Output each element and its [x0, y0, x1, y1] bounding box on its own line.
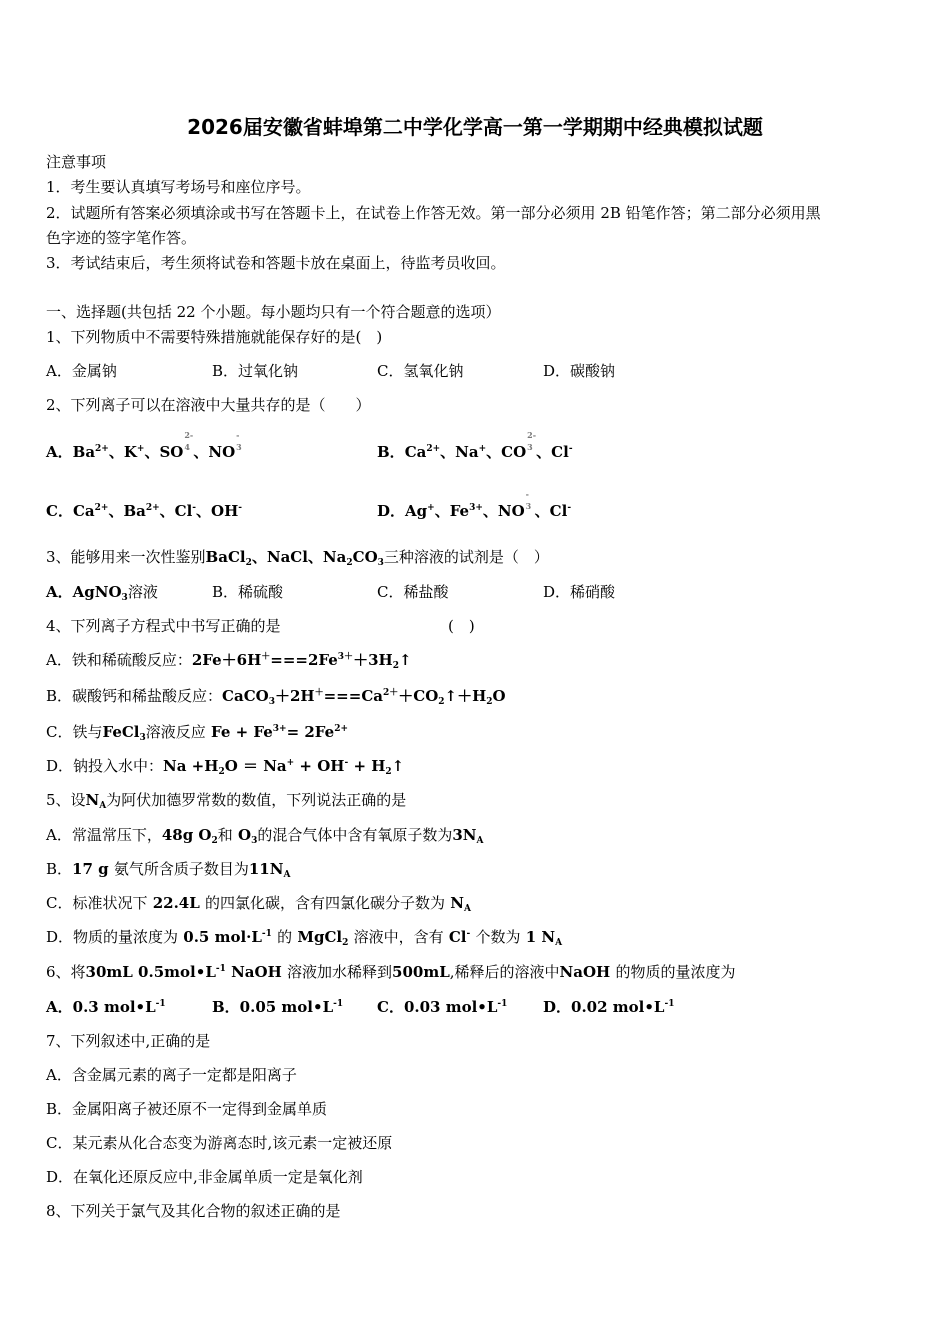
q5-option-b: B．17 g 氨气所含质子数目为$11N_A$ — [46, 860, 291, 880]
question-5-stem: 5、设$N_A$为阿伏加德罗常数的数值，下列说法正确的是 — [46, 791, 407, 811]
notice-item: 色字迹的签字笔作答。 — [46, 229, 197, 247]
q6-option-c: C．0.03 $mol•L^{-1}$ — [377, 998, 508, 1016]
q6-option-a: A．0.3 $mol•L^{-1}$ — [46, 998, 166, 1016]
option-label: D． — [377, 502, 406, 520]
q4-option-b: B．碳酸钙和稀盐酸反应：$CaCO_3+2H^+===Ca^{2+}+CO_2↑+H_2O$ — [46, 687, 506, 707]
notice-heading: 注意事项 — [46, 153, 107, 171]
q2-option-d: D．Ag+、$Fe^{3+}$、NO - 3 、Cl- — [377, 489, 572, 520]
q3-option-d: D．稀硝酸 — [543, 583, 616, 601]
q4-option-d: D．钠投入水中：$Na +H_2O = Na^+ + OH^-$ + $H_2↑$ — [46, 757, 405, 777]
q5-option-d: D．物质的量浓度为 0.5 $mol\cdot L^{-1}$ 的 MgCl$_2$ 溶液中，含有 Cl- 个数为 1 $N_A$ — [46, 928, 563, 948]
q7-option-d: D．在氧化还原反应中,非金属单质一定是氧化剂 — [46, 1168, 363, 1186]
question-6-stem: 6、将30mL $0.5mol•L^{-1}$ NaOH 溶液加水稀释到500mL,稀释后的溶液中NaOH 的物质的量浓度为 — [46, 963, 736, 981]
q7-option-b: B．金属阳离子被还原不一定得到金属单质 — [46, 1100, 328, 1118]
q1-option-b: B．过氧化钠 — [212, 362, 299, 380]
q2-option-c: C．$Ca^{2+}$、$Ba^{2+}$、Cl-、OH- — [46, 502, 243, 520]
question-1-stem: 1、下列物质中不需要特殊措施就能保存好的是( ) — [46, 328, 383, 346]
q4-option-a: A．铁和稀硫酸反应：$2Fe+6H^+===2Fe^{3+}+3H_2↑$ — [46, 651, 412, 671]
question-3-stem: 3、能够用来一次性鉴别BaCl$_2$、NaCl、$Na_2CO_3$三种溶液的试剂是（ ） — [46, 548, 549, 568]
page-title: 2026届安徽省蚌埠第二中学化学高一第一学期期中经典模拟试题 — [187, 115, 763, 139]
q6-option-d: D．0.02 $mol•L^{-1}$ — [543, 998, 675, 1016]
q3-option-b: B．稀硫酸 — [212, 583, 284, 601]
q1-option-d: D．碳酸钠 — [543, 362, 616, 380]
option-label: C． — [46, 502, 73, 520]
section-heading: 一、选择题(共包括 22 个小题。每小题均只有一个符合题意的选项） — [46, 303, 501, 321]
notice-item: 2．试题所有答案必须填涂或书写在答题卡上，在试卷上作答无效。第一部分必须用 2B 铅笔作答；第二部分必须用黑 — [46, 204, 821, 222]
q4-answer-paren: ( ) — [448, 617, 475, 635]
question-4-stem: 4、下列离子方程式中书写正确的是 — [46, 617, 281, 635]
q3-option-a: A．AgNO$_3$溶液 — [46, 583, 158, 603]
q1-option-a: A．金属钠 — [46, 362, 117, 380]
q4-option-c: C．铁与FeCl$_3$溶液反应 $Fe + Fe^{3+}= 2Fe^{2+}$ — [46, 723, 348, 743]
q7-option-a: A．含金属元素的离子一定都是阳离子 — [46, 1066, 297, 1084]
q5-option-c: C．标准状况下 22.4L 的四氯化碳，含有四氯化碳分子数为 $N_A$ — [46, 894, 471, 914]
notice-item: 3．考试结束后，考生须将试卷和答题卡放在桌面上，待监考员收回。 — [46, 254, 506, 272]
question-8-stem: 8、下列关于氯气及其化合物的叙述正确的是 — [46, 1202, 341, 1220]
q6-option-b: B．0.05 $mol•L^{-1}$ — [212, 998, 344, 1016]
q1-option-c: C．氢氧化钠 — [377, 362, 464, 380]
notice-item: 1．考生要认真填写考场号和座位序号。 — [46, 178, 311, 196]
option-label: B． — [377, 443, 405, 461]
question-2-stem: 2、下列离子可以在溶液中大量共存的是（ ） — [46, 396, 371, 414]
option-label: A． — [46, 443, 73, 461]
q2-option-a: A．$Ba^{2+}$、K+、SO 2- 4 、NO - 3 — [46, 430, 242, 461]
q5-option-a: A．常温常压下，48g $O_2$和 $O_3$的混合气体中含有氧原子数为$3N_A$ — [46, 826, 484, 846]
q3-option-c: C．稀盐酸 — [377, 583, 449, 601]
question-7-stem: 7、下列叙述中,正确的是 — [46, 1032, 211, 1050]
q7-option-c: C．某元素从化合态变为游离态时,该元素一定被还原 — [46, 1134, 393, 1152]
q2-option-b: B．$Ca^{2+}$、Na+、CO 2- 3 、Cl- — [377, 430, 573, 461]
